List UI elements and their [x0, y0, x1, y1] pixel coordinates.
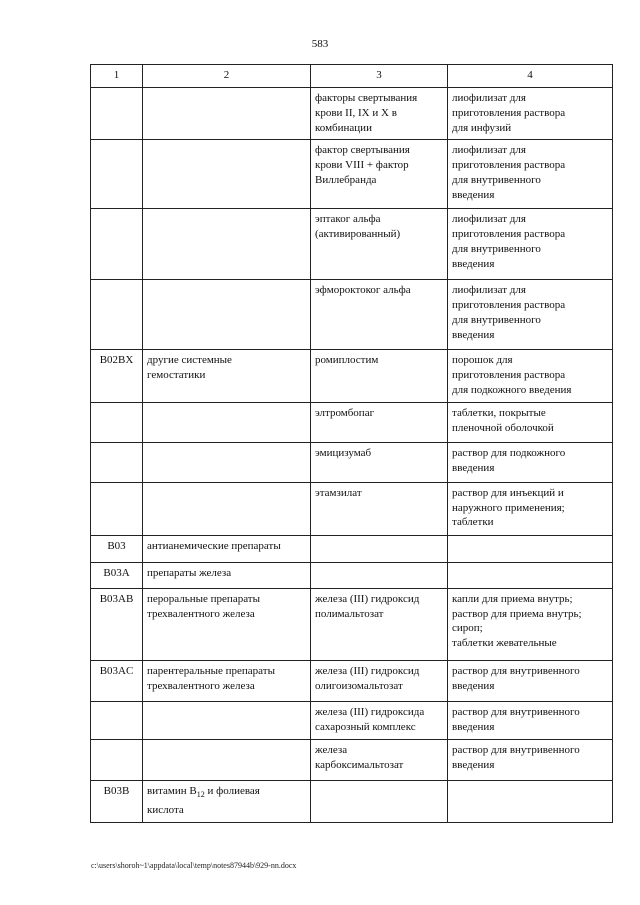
- drug-cell: эптаког альфа (активированный): [311, 209, 448, 280]
- page-number: 583: [311, 38, 329, 50]
- group-cell: [143, 701, 311, 739]
- atc-code-cell: [91, 88, 143, 140]
- column-header-4: 4: [448, 65, 613, 88]
- table-row: [91, 350, 613, 402]
- table-row: [91, 402, 613, 442]
- drug-cell: эмицизумаб: [311, 442, 448, 482]
- table-row: [91, 562, 613, 588]
- column-header-1: 1: [91, 65, 143, 88]
- table-row: [91, 701, 613, 739]
- table-row: [91, 660, 613, 701]
- atc-code-cell: [91, 209, 143, 280]
- dosage-form-cell: лиофилизат для приготовления раствора для внутривенного введения: [448, 209, 613, 280]
- group-cell: [143, 739, 311, 780]
- drug-cell: фактор свертывания крови VIII + фактор Виллебранда: [311, 140, 448, 209]
- group-cell: [143, 482, 311, 535]
- drug-cell: железа (III) гидроксида сахарозный комплекс: [311, 701, 448, 739]
- atc-code-cell: [91, 140, 143, 209]
- atc-code-cell: [91, 739, 143, 780]
- atc-code-cell: [91, 701, 143, 739]
- atc-code-cell: B03B: [91, 780, 143, 822]
- group-cell: [143, 402, 311, 442]
- table-row: [91, 209, 613, 280]
- table-row: [91, 780, 613, 822]
- dosage-form-cell: [448, 562, 613, 588]
- drug-cell: железа (III) гидроксид олигоизомальтозат: [311, 660, 448, 701]
- table-row: [91, 588, 613, 660]
- group-cell: [143, 140, 311, 209]
- column-header-2: 2: [143, 65, 311, 88]
- group-cell: препараты железа: [143, 562, 311, 588]
- dosage-form-cell: раствор для подкожного введения: [448, 442, 613, 482]
- table-row: [91, 442, 613, 482]
- table-row: [91, 739, 613, 780]
- group-text-prefix: витамин B: [147, 784, 197, 797]
- dosage-form-cell: раствор для внутривенного введения: [448, 660, 613, 701]
- drug-cell: факторы свертывания крови II, IX и X в комбинации: [311, 88, 448, 140]
- atc-code-cell: B03: [91, 535, 143, 562]
- atc-code-cell: B03AB: [91, 588, 143, 660]
- group-text-subscript: 12: [196, 789, 205, 799]
- dosage-form-cell: лиофилизат для приготовления раствора для внутривенного введения: [448, 280, 613, 350]
- dosage-form-cell: лиофилизат для приготовления раствора для инфузий: [448, 88, 613, 140]
- group-cell: другие системные гемостатики: [143, 350, 311, 402]
- group-cell: [143, 780, 311, 822]
- table-body: [91, 88, 613, 823]
- group-cell: [143, 280, 311, 350]
- drug-cell: [311, 780, 448, 822]
- dosage-form-cell: [448, 535, 613, 562]
- dosage-form-cell: лиофилизат для приготовления раствора для внутривенного введения: [448, 140, 613, 209]
- table-row: [91, 535, 613, 562]
- atc-code-cell: [91, 482, 143, 535]
- group-cell: [143, 442, 311, 482]
- table-row: [91, 280, 613, 350]
- dosage-form-cell: [448, 780, 613, 822]
- column-header-3: 3: [311, 65, 448, 88]
- drug-cell: железа карбоксимальтозат: [311, 739, 448, 780]
- atc-code-cell: B03AC: [91, 660, 143, 701]
- drug-cell: ромиплостим: [311, 350, 448, 402]
- document-file-path: c:\users\shoroh~1\appdata\local\temp\notes87944b\929-nn.docx: [91, 861, 297, 870]
- atc-code-cell: B03A: [91, 562, 143, 588]
- table-row: [91, 88, 613, 140]
- atc-code-cell: [91, 280, 143, 350]
- table-row: [91, 482, 613, 535]
- dosage-form-cell: раствор для инъекций и наружного применения; таблетки: [448, 482, 613, 535]
- dosage-form-cell: таблетки, покрытые пленочной оболочкой: [448, 402, 613, 442]
- atc-code-cell: B02BX: [91, 350, 143, 402]
- drug-cell: элтромбопаг: [311, 402, 448, 442]
- dosage-form-cell: раствор для внутривенного введения: [448, 739, 613, 780]
- drug-cell: [311, 535, 448, 562]
- dosage-form-cell: капли для приема внутрь; раствор для приема внутрь; сироп; таблетки жевательные: [448, 588, 613, 660]
- dosage-form-cell: раствор для внутривенного введения: [448, 701, 613, 739]
- group-cell: антианемические препараты: [143, 535, 311, 562]
- group-cell: [143, 88, 311, 140]
- group-cell: [143, 209, 311, 280]
- table-row: [91, 140, 613, 209]
- drug-cell: [311, 562, 448, 588]
- drug-cell: этамзилат: [311, 482, 448, 535]
- atc-code-cell: [91, 402, 143, 442]
- group-cell: пероральные препараты трехвалентного железа: [143, 588, 311, 660]
- dosage-form-cell: порошок для приготовления раствора для подкожного введения: [448, 350, 613, 402]
- atc-code-cell: [91, 442, 143, 482]
- header-row: [91, 65, 613, 88]
- group-cell: парентеральные препараты трехвалентного железа: [143, 660, 311, 701]
- drug-table: [90, 64, 613, 823]
- group-text-suffix: и фолиевая кислота: [147, 784, 260, 816]
- drug-cell: железа (III) гидроксид полимальтозат: [311, 588, 448, 660]
- drug-cell: эфмороктоког альфа: [311, 280, 448, 350]
